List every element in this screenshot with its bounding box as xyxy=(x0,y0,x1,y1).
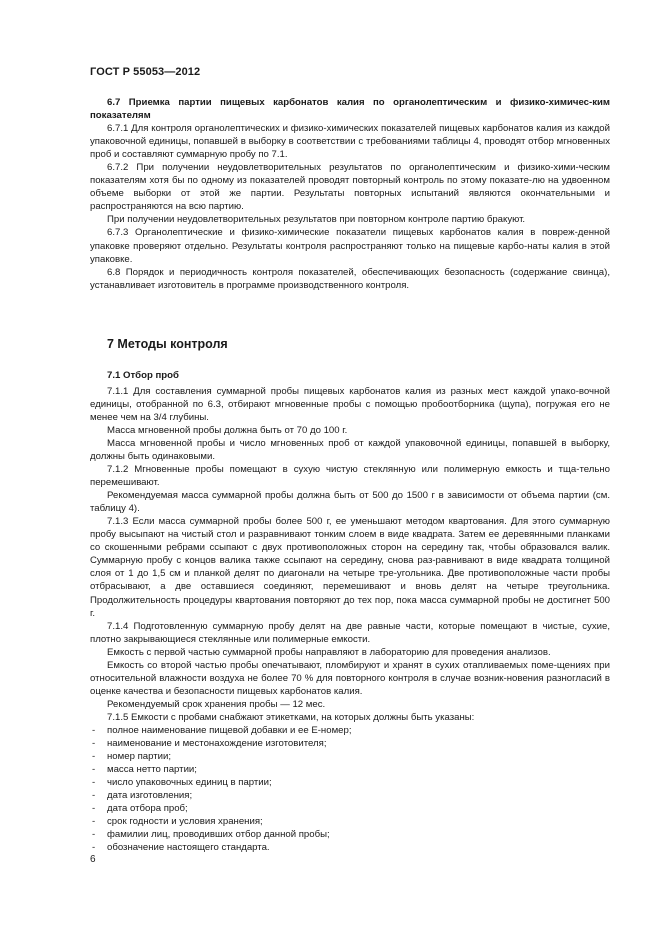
paragraph-7-1-1-c: Масса мгновенной пробы и число мгновенных проб от каждой упаковочной единицы, попавшей в выборку, должны быть одинаковыми. xyxy=(90,437,610,462)
section-6-7-title: 6.7 Приемка партии пищевых карбонатов калия по органолептическим и физико-химичес-ким показателям xyxy=(90,97,610,122)
paragraph-7-1-4-b: Емкость с первой частью суммарной пробы направляют в лабораторию для проведения анализов. xyxy=(107,646,551,658)
paragraph-7-1-5: 7.1.5 Емкости с пробами снабжают этикетками, на которых должны быть указаны: xyxy=(107,711,475,723)
paragraph-7-1-4-c: Емкость со второй частью пробы опечатывают, пломбируют и хранят в сухих отапливаемых поме-щениях при относительной влажности воздуха не более 70 % для повторного контроля в случае возник-новения разногласий в оценке качества и безопасности пищевых карбонатов калия. xyxy=(90,659,610,697)
paragraph-7-1-3: 7.1.3 Если масса суммарной пробы более 500 г, ее уменьшают методом квартования. Для этого суммарную пробу высыпают на чистый стол и разравнивают тонким слоем в виде квадрата. Затем ее деревянными планками со скошенными ребрами ссыпают с двух противоположных сторон на середину так, чтобы образовался валик. Суммарную пробу с концов валика также ссыпают на середину, снова раз-равнивают в виде квадрата толщиной слоя от 1 до 1,5 см и планкой делят по диагонали на четыре тре-угольника. Две противоположные части пробы отбрасывают, а две оставшиеся соединяют, перемешивают и вновь делят на четыре треугольника. Продолжительность процедуры квартования повторяют до тех пор, пока масса суммарной пробы не достигнет 500 г. xyxy=(90,516,610,619)
list-item: - обозначение настоящего стандарта. xyxy=(90,841,610,854)
list-item: - фамилии лиц, проводивших отбор данной пробы; xyxy=(90,828,610,841)
paragraph-6-7-1: 6.7.1 Для контроля органолептических и физико-химических показателей пищевых карбонатов калия из каждой упаковочной единицы, попавшей в выборку в соответствии с требованиями таблицы 4, проводят отбор мгновенных проб и составляют суммарную пробу по 7.1. xyxy=(90,123,610,161)
paragraph-7-1-2: 7.1.2 Мгновенные пробы помещают в сухую чистую стеклянную или полимерную емкость и тща-тельно перемешивают. xyxy=(90,464,610,489)
list-item: - номер партии; xyxy=(90,750,610,763)
list-item: - наименование и местонахождение изготовителя; xyxy=(90,737,610,750)
list-item: - полное наименование пищевой добавки и ее Е-номер; xyxy=(90,724,610,737)
list-item: - масса нетто партии; xyxy=(90,763,610,776)
list-item: - число упаковочных единиц в партии; xyxy=(90,776,610,789)
list-item: - дата изготовления; xyxy=(90,789,610,802)
paragraph-6-7-2-b: При получении неудовлетворительных результатов при повторном контроле партию бракуют. xyxy=(107,214,526,226)
paragraph-7-1-4-d: Рекомендуемый срок хранения пробы — 12 мес. xyxy=(107,698,326,710)
list-item: - срок годности и условия хранения; xyxy=(90,815,610,828)
list-item: - дата отбора проб; xyxy=(90,802,610,815)
paragraph-7-1-2-b: Рекомендуемая масса суммарной пробы должна быть от 500 до 1500 г в зависимости от объема партии (см. таблицу 4). xyxy=(90,490,610,515)
label-requirements-list xyxy=(90,724,610,854)
paragraph-7-1-1: 7.1.1 Для составления суммарной пробы пищевых карбонатов калия из разных мест каждой упако-вочной единицы, отобранной по 6.3, отбирают мгновенные пробы с помощью пробоотборника (щупа), погружая его не менее чем на 3/4 глубины. xyxy=(90,385,610,423)
page-number: 6 xyxy=(90,854,96,865)
paragraph-6-8: 6.8 Порядок и периодичность контроля показателей, обеспечивающих безопасность (содержание свинца), устанавливает изготовитель в программе производственного контроля. xyxy=(90,266,610,291)
paragraph-6-7-2: 6.7.2 При получении неудовлетворительных результатов по органолептическим и физико-хими-ческим показателям хотя бы по одному из показателей проводят повторный контроль по этому показате-лю на удвоенном объеме выборки от этой же партии. Результаты повторных испытаний являются окончательными и распространяются на всю партию. xyxy=(90,162,610,213)
document-body xyxy=(90,96,610,854)
paragraph-7-1-1-b: Масса мгновенной пробы должна быть от 70 до 100 г. xyxy=(107,424,348,436)
document-header: ГОСТ Р 55053—2012 xyxy=(90,66,201,78)
section-7-1-title: 7.1 Отбор проб xyxy=(107,369,179,381)
paragraph-7-1-4: 7.1.4 Подготовленную суммарную пробу делят на две равные части, которые помещают в чистые, сухие, плотно закрывающиеся стеклянные или полимерные емкости. xyxy=(90,620,610,645)
section-7-title: 7 Методы контроля xyxy=(107,336,228,351)
paragraph-6-7-3: 6.7.3 Органолептические и физико-химические показатели пищевых карбонатов калия в повреж-денной упаковке проверяют отдельно. Результаты контроля распространяют только на пищевые карбо-наты калия в этой упаковке. xyxy=(90,227,610,265)
